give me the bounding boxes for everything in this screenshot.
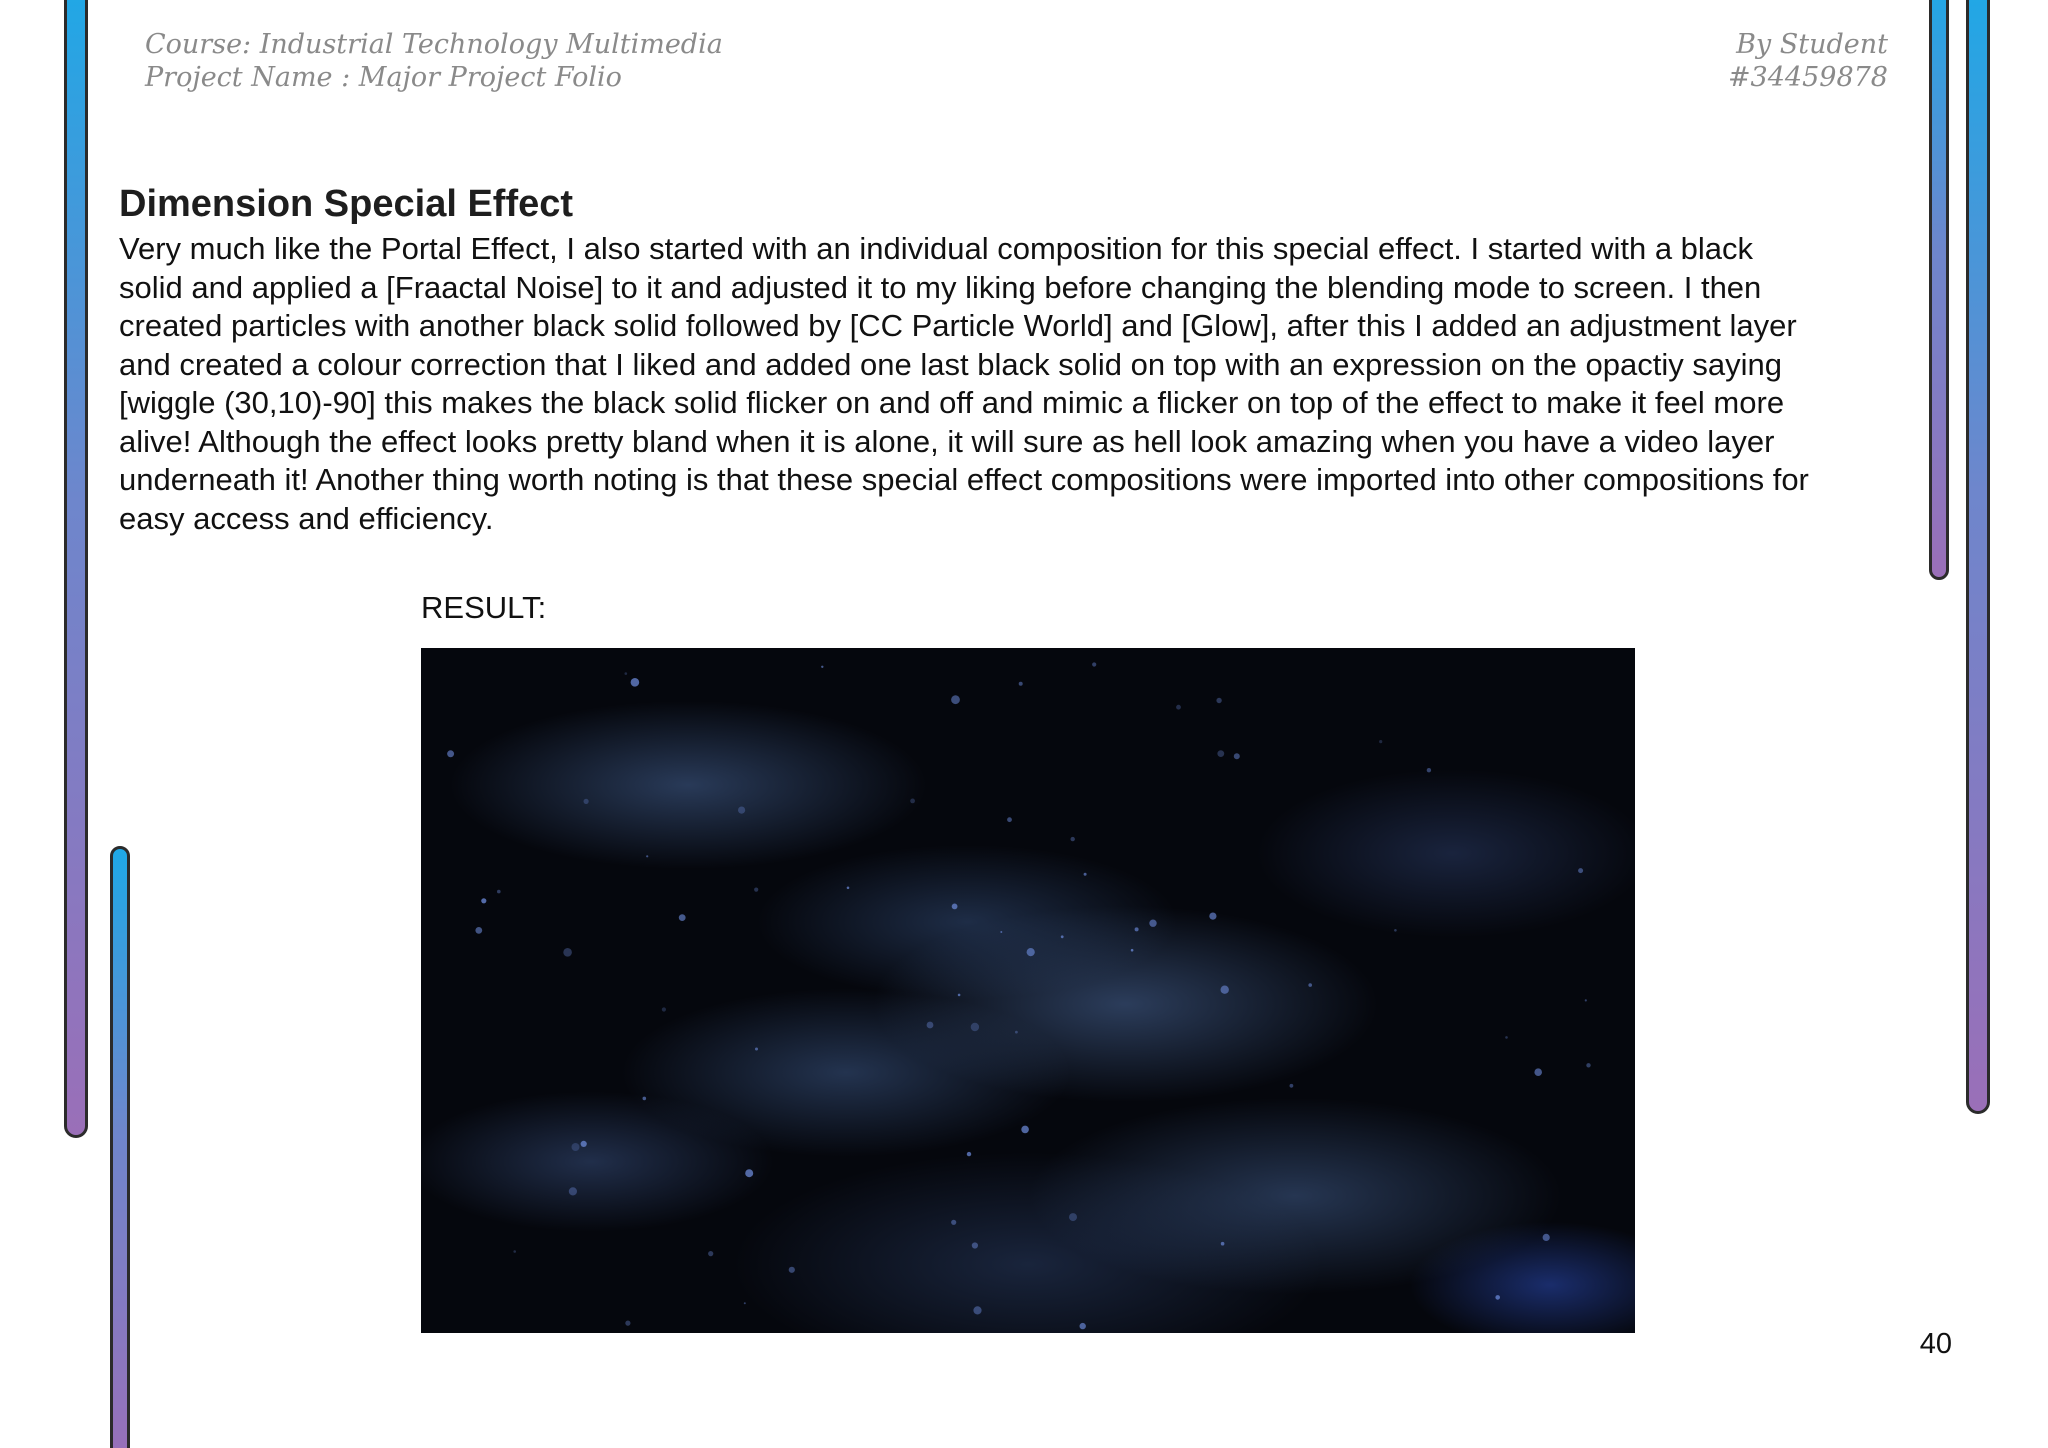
result-label: RESULT:	[421, 590, 547, 625]
particle	[584, 799, 589, 804]
header-left	[145, 28, 723, 94]
particle	[679, 914, 686, 921]
decorative-bar-right-outer	[1966, 0, 1990, 1114]
particle	[1586, 1063, 1590, 1067]
particle	[1217, 750, 1224, 757]
particle	[1061, 935, 1064, 938]
particle	[643, 1097, 647, 1101]
particle	[1027, 948, 1035, 956]
particle	[1427, 768, 1431, 772]
particle	[1495, 1295, 1500, 1300]
decorative-bar-left-outer	[64, 0, 88, 1138]
particle	[1135, 927, 1139, 931]
particle	[755, 1048, 758, 1051]
particle	[910, 799, 915, 804]
particle	[1379, 740, 1382, 743]
particle	[1071, 837, 1075, 841]
header-right	[1728, 28, 1888, 94]
particle	[569, 1187, 577, 1195]
particle	[951, 695, 960, 704]
particle	[572, 1143, 580, 1151]
particle	[971, 1023, 979, 1031]
particle	[789, 1267, 795, 1273]
particle	[847, 887, 850, 890]
particle	[631, 678, 640, 687]
particle	[1000, 931, 1002, 933]
decorative-bar-left-inner	[110, 846, 130, 1448]
particle	[952, 904, 958, 910]
student-id: #34459878	[1727, 62, 1888, 93]
particle	[967, 1152, 971, 1156]
particle	[1069, 1213, 1077, 1221]
result-image	[421, 648, 1635, 1333]
decorative-bar-right-inner	[1929, 0, 1949, 580]
particle	[708, 1251, 713, 1256]
particle	[625, 672, 628, 675]
particle	[1019, 682, 1023, 686]
page-number: 40	[1919, 1328, 1952, 1360]
particle	[1015, 1031, 1018, 1034]
particle	[1308, 983, 1312, 987]
course-name: Course: Industrial Technology Multimedia	[145, 29, 723, 60]
particle	[1131, 949, 1134, 952]
section-body: Very much like the Portal Effect, I also started with an individual composition for this special effect. I started with a black solid and applied a [Fraactal Noise] to it and adjusted it to my liking before changing the blending mode to screen. I then created particles with another black solid followed by [CC Particle World] and [Glow], after this I added an adjustment layer and created a colour correction that I liked and added one last black solid on top with an expression on the opactiy saying [wiggle (30,10)-90] this makes the black solid flicker on and off and mimic a flicker on top of the effect to make it feel more alive! Although the effect looks pretty bland when it is alone, it will sure as hell look amazing when you have a video layer underneath it! Another thing worth noting is that these special effect compositions were imported into other compositions for easy access and efficiency.	[119, 231, 1809, 536]
particle	[1080, 1323, 1086, 1329]
particle	[475, 927, 482, 934]
particle	[1209, 913, 1216, 920]
particle	[1007, 817, 1012, 822]
particle	[754, 888, 758, 892]
particle	[1221, 986, 1229, 994]
particle	[447, 750, 454, 757]
particle	[1092, 662, 1096, 666]
particle	[662, 1007, 666, 1011]
particle	[972, 1242, 978, 1248]
particle-layer	[421, 648, 1635, 1333]
particle	[1221, 1242, 1225, 1246]
section-title: Dimension Special Effect	[119, 183, 574, 225]
particle	[744, 1302, 746, 1304]
particle	[563, 948, 572, 957]
particle	[1021, 1126, 1029, 1134]
author-line: By Student	[1736, 29, 1888, 60]
particle	[1543, 1234, 1550, 1241]
particle	[1585, 999, 1587, 1001]
project-name: Project Name : Major Project Folio	[145, 62, 622, 93]
particle	[1084, 873, 1087, 876]
particle	[1290, 1084, 1294, 1088]
particle	[1534, 1068, 1542, 1076]
particle	[951, 1220, 956, 1225]
particle	[1505, 1036, 1508, 1039]
particle	[1578, 868, 1583, 873]
particle	[1234, 753, 1240, 759]
particle	[581, 1141, 587, 1147]
particle	[1394, 929, 1397, 932]
particle	[927, 1022, 934, 1029]
particle	[1216, 698, 1221, 703]
particle	[481, 898, 486, 903]
particle	[738, 807, 745, 814]
particle	[821, 666, 823, 668]
particle	[973, 1306, 981, 1314]
particle	[646, 855, 648, 857]
particle	[513, 1250, 516, 1253]
particle	[1176, 705, 1181, 710]
particle	[497, 890, 501, 894]
particle	[745, 1169, 753, 1177]
particle	[958, 994, 961, 997]
particle	[1149, 920, 1156, 927]
particle	[625, 1321, 630, 1326]
